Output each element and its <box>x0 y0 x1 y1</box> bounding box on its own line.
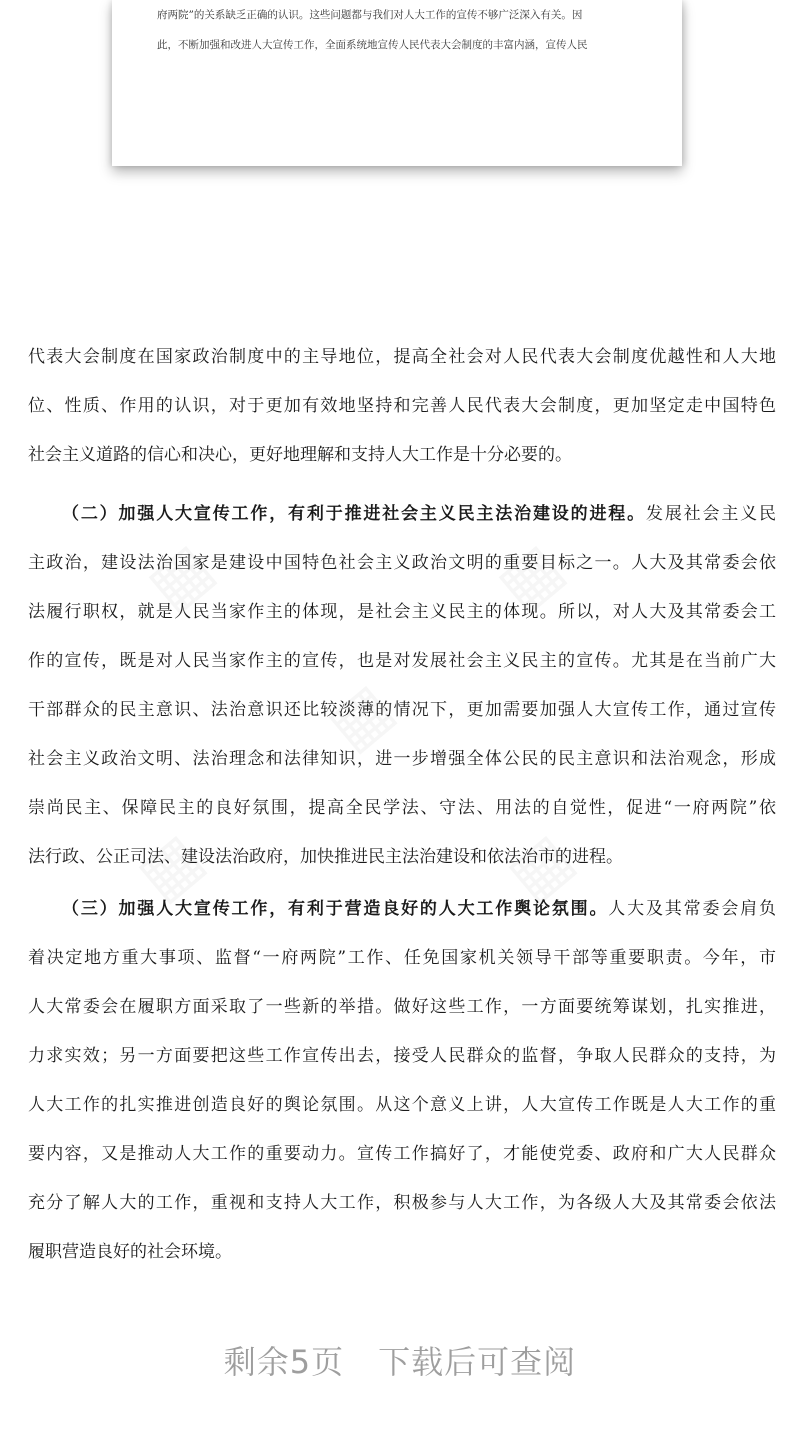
text-line: 法履行职权，就是人民当家作主的体现，是社会主义民主的体现。所以，对人大及其常委会工 <box>28 602 776 622</box>
text-line: 社会主义政治文明、法治理念和法律知识，进一步增强全体公民的民主意识和法治观念，形成 <box>28 749 776 769</box>
text-line: 代表大会制度在国家政治制度中的主导地位，提高全社会对人民代表大会制度优越性和人大地 <box>28 347 776 367</box>
text-line: 要内容，又是推动人大工作的重要动力。宣传工作搞好了，才能使党委、政府和广大人民群众 <box>28 1144 776 1164</box>
download-to-view-text: 下载后可查阅 <box>378 1343 577 1381</box>
text-line: 充分了解人大的工作，重视和支持人大工作，积极参与人大工作，为各级人大及其常委会依法 <box>28 1193 776 1213</box>
paragraph-2 <box>28 490 776 882</box>
text-line: 人大常委会在履职方面采取了一些新的举措。做好这些工作，一方面要统筹谋划，扎实推进， <box>28 997 776 1017</box>
section-heading: （三）加强人大宣传工作，有利于营造良好的人大工作舆论氛围。 <box>62 899 609 919</box>
download-prompt[interactable] <box>0 1337 800 1387</box>
text-line: 人大工作的扎实推进创造良好的舆论氛围。从这个意义上讲，人大宣传工作既是人大工作的重 <box>28 1095 776 1115</box>
text-line: 崇尚民主、保障民主的良好氛围，提高全民学法、守法、用法的自觉性，促进“一府两院”依 <box>28 798 776 818</box>
text-line: 履职营造良好的社会环境。 <box>28 1242 232 1262</box>
paragraph-3 <box>28 885 776 1277</box>
section-heading: （二）加强人大宣传工作，有利于推进社会主义民主法治建设的进程。 <box>62 504 646 524</box>
text-line: 干部群众的民主意识、法治意识还比较淡薄的情况下，更加需要加强人大宣传工作，通过宣传 <box>28 700 776 720</box>
text-line <box>28 885 776 934</box>
text-line: 法行政、公正司法、建设法治政府，加快推进民主法治建设和依法治市的进程。 <box>28 847 623 867</box>
text-line: 作的宣传，既是对人民当家作主的宣传，也是对发展社会主义民主的宣传。尤其是在当前广大 <box>28 651 776 671</box>
text-line: 社会主义道路的信心和决心，更好地理解和支持人大工作是十分必要的。 <box>28 445 572 465</box>
previous-page-preview <box>112 0 682 166</box>
text-line <box>28 490 776 539</box>
remaining-pages-text: 剩余5页 <box>223 1343 345 1381</box>
text-run: 人大及其常委会肩负 <box>608 899 776 919</box>
paragraph-1 <box>28 333 776 480</box>
text-line: 着决定地方重大事项、监督“一府两院”工作、任免国家机关领导干部等重要职责。今年，市 <box>28 948 776 968</box>
text-line: 力求实效；另一方面要把这些工作宣传出去，接受人民群众的监督，争取人民群众的支持，为 <box>28 1046 776 1066</box>
preview-line: 此，不断加强和改进人大宣传工作，全面系统地宣传人民代表大会制度的丰富内涵，宣传人民 <box>157 39 588 51</box>
preview-line: 府两院”的关系缺乏正确的认识。这些问题都与我们对人大工作的宣传不够广泛深入有关。因 <box>157 9 583 21</box>
text-line: 主政治，建设法治国家是建设中国特色社会主义政治文明的重要目标之一。人大及其常委会依 <box>28 553 776 573</box>
text-run: 发展社会主义民 <box>645 504 777 524</box>
text-line: 位、性质、作用的认识，对于更加有效地坚持和完善人民代表大会制度，更加坚定走中国特色 <box>28 396 776 416</box>
